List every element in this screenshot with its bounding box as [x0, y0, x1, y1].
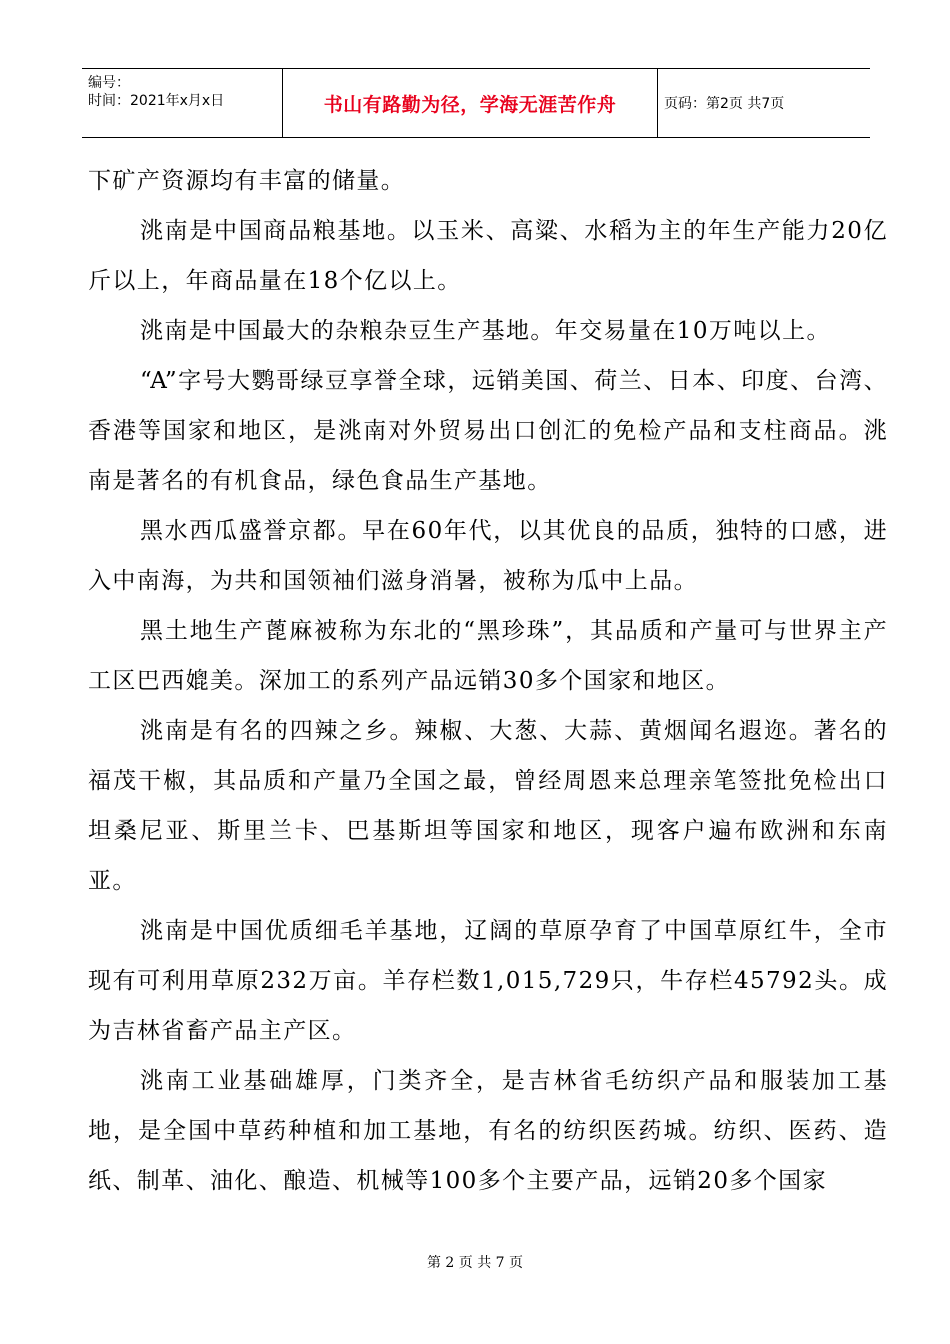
paragraph: 黑土地生产蓖麻被称为东北的“黑珍珠”，其品质和产量可与世界主产工区巴西媲美。深加工的系列产品远销30多个国家和地区。	[88, 618, 888, 694]
paragraph: 洮南工业基础雄厚，门类齐全，是吉林省毛纺织产品和服装加工基地，是全国中草药种植和加工基地，有名的纺织医药城。纺织、医药、造纸、制革、油化、酿造、机械等100多个主要产品，远销20多个国家	[88, 1068, 888, 1194]
header-motto: 书山有路勤为径，学海无涯苦作舟	[323, 93, 617, 116]
document-body	[88, 156, 888, 1206]
paragraph: 洮南是中国最大的杂粮杂豆生产基地。年交易量在10万吨以上。	[140, 318, 831, 344]
header-meta	[82, 69, 283, 137]
paragraph: “A”字号大鹦哥绿豆享誉全球，远销美国、荷兰、日本、印度、台湾、香港等国家和地区，是洮南对外贸易出口创汇的免检产品和支柱商品。洮南是著名的有机食品，绿色食品生产基地。	[88, 368, 888, 494]
header-page-info: 页码：第2页 共7页	[664, 96, 785, 112]
paragraph: 下矿产资源均有丰富的储量。	[88, 168, 406, 194]
document-time-label: 时间：2021年x月x日	[88, 93, 225, 109]
paragraph: 洮南是有名的四辣之乡。辣椒、大葱、大蒜、黄烟闻名遐迩。著名的福茂干椒，其品质和产量乃全国之最，曾经周恩来总理亲笔签批免检出口坦桑尼亚、斯里兰卡、巴基斯坦等国家和地区，现客户遍布欧洲和东南亚。	[88, 718, 888, 894]
page-footer: 第 2 页 共 7 页	[426, 1255, 524, 1271]
document-code-label: 编号：	[88, 75, 130, 91]
header-motto-cell	[283, 69, 658, 137]
paragraph: 洮南是中国商品粮基地。以玉米、高粱、水稻为主的年生产能力20亿斤以上，年商品量在18个亿以上。	[88, 218, 888, 294]
paragraph: 洮南是中国优质细毛羊基地，辽阔的草原孕育了中国草原红牛，全市现有可利用草原232万亩。羊存栏数1,015,729只，牛存栏45792头。成为吉林省畜产品主产区。	[88, 918, 888, 1044]
page-header	[82, 68, 870, 138]
paragraph: 黑水西瓜盛誉京都。早在60年代，以其优良的品质，独特的口感，进入中南海，为共和国领袖们滋身消暑，被称为瓜中上品。	[88, 518, 888, 594]
header-page-info-cell	[658, 69, 870, 137]
